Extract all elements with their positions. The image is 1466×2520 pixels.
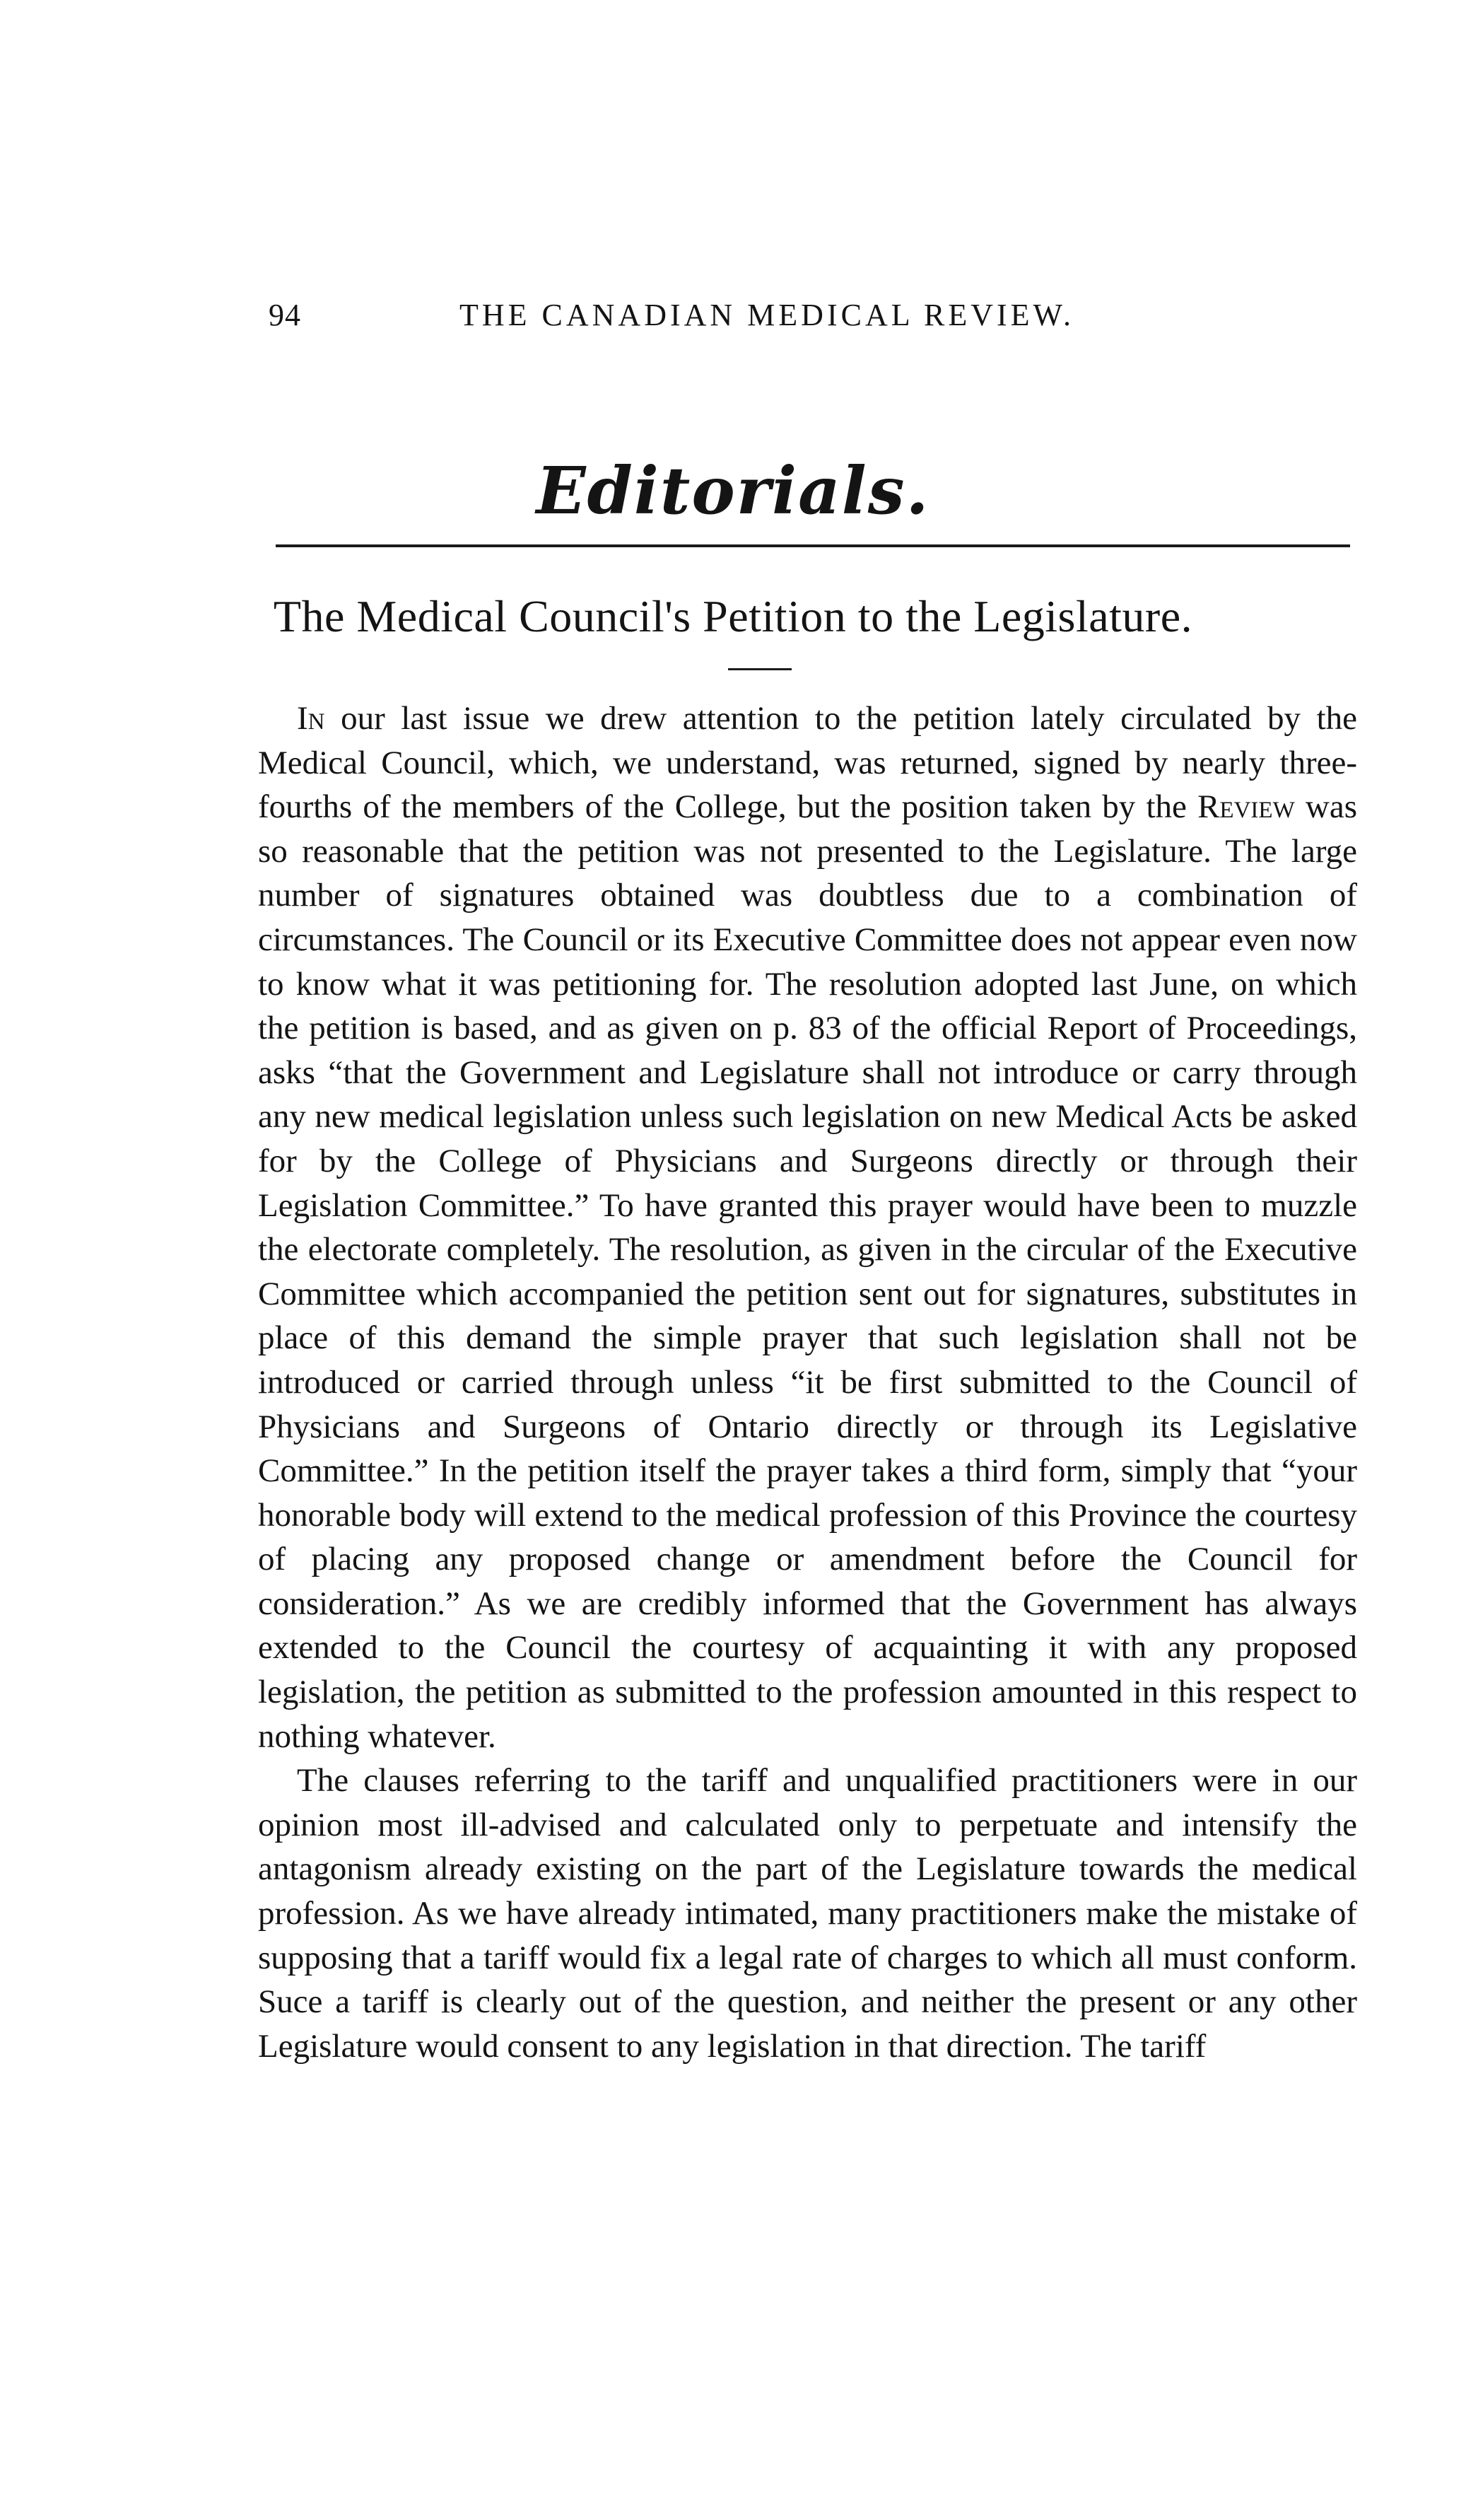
article-body <box>258 696 1357 2068</box>
running-head <box>269 297 1350 339</box>
page-number: 94 <box>269 298 301 332</box>
section-divider <box>276 544 1350 547</box>
title-divider <box>728 668 792 670</box>
paragraph-text-rest: was so reasonable that the petition was not presented to the Legislature. The large number of signatures obtained was doubtless due to a combination of circumstances. The Council or its Executive Committee does not appear even now to know what it was petitioning for. The resolution adopted last June, on which the petition is based, and as given on p. 83 of the official Report of Proceedings, asks “that the Government and Legislature shall not introduce or carry through any new medical legislation unless such legislation on new Medical Acts be asked for by the College of Physicians and Surgeons directly or through their Legislation Committee.” To have granted this prayer would have been to muzzle the electorate completely. The resolution, as given in the circular of the Executive Committee which accompanied the petition sent out for signatures, substitutes in place of this demand the simple prayer that such legislation shall not be introduced or carried through unless “it be first submitted to the Council of Physicians and Surgeons of Ontario directly or through its Legislative Committee.” In the petition itself the prayer takes a third form, simply that “your honorable body will extend to the medical profession of this Province the courtesy of placing any proposed change or amendment before the Council for consideration.” As we are credibly informed that the Government has always extended to the Council the courtesy of acquainting it with any proposed legislation, the petition as submitted to the profession amounted in this respect to nothing whatever. <box>258 788 1357 1755</box>
paragraph-1 <box>258 696 1357 1758</box>
review-word: Review <box>1197 788 1295 826</box>
paragraph-2: The clauses referring to the tariff and unqualified practitioners were in our opinion most ill-advised and calculated only to perpetuate and intensify the antagonism already existing on the part of the Legislature towards the medical profession. As we have already intimated, many practitioners make the mistake of supposing that a tariff would fix a legal rate of charges to which all must conform. Suce a tariff is clearly out of the question, and neither the present or any other Legislature would consent to any legislation in that direction. The tariff <box>258 1762 1357 2065</box>
section-heading: Editorials. <box>536 453 930 529</box>
journal-title: THE CANADIAN MEDICAL REVIEW. <box>459 298 1074 332</box>
article-title: The Medical Council's Petition to the Legislature. <box>273 591 1193 641</box>
paragraph-text: our last issue we drew attention to the petition lately circulated by the Medical Council, which, we understand, was returned, signed by nearly three-fourths of the members of the College, but the position taken by the <box>258 700 1357 826</box>
paragraph-lead-word: In <box>297 700 325 737</box>
